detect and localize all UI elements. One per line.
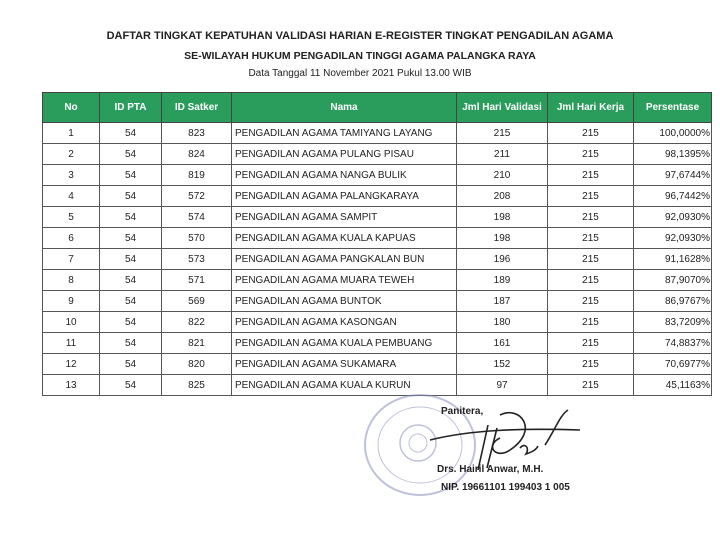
table-cell: 12: [43, 354, 100, 375]
column-header: Jml Hari Validasi: [457, 93, 548, 123]
table-cell: 54: [100, 144, 162, 165]
table-cell: 215: [548, 291, 634, 312]
table-cell: 4: [43, 186, 100, 207]
table-cell: 98,1395%: [634, 144, 712, 165]
table-cell: 574: [162, 207, 232, 228]
table-cell: 215: [548, 123, 634, 144]
table-cell: 11: [43, 333, 100, 354]
table-cell: 215: [548, 354, 634, 375]
table-cell: PENGADILAN AGAMA PANGKALAN BUN: [232, 249, 457, 270]
table-cell: 187: [457, 291, 548, 312]
table-cell: 215: [548, 249, 634, 270]
table-cell: 189: [457, 270, 548, 291]
column-header: Persentase: [634, 93, 712, 123]
table-cell: 571: [162, 270, 232, 291]
table-cell: 161: [457, 333, 548, 354]
table-cell: 215: [457, 123, 548, 144]
table-cell: 91,1628%: [634, 249, 712, 270]
table-cell: 86,9767%: [634, 291, 712, 312]
table-cell: 198: [457, 228, 548, 249]
table-cell: 45,1163%: [634, 375, 712, 396]
table-cell: 54: [100, 228, 162, 249]
table-cell: 97: [457, 375, 548, 396]
table-cell: 10: [43, 312, 100, 333]
table-cell: 96,7442%: [634, 186, 712, 207]
table-cell: 215: [548, 144, 634, 165]
table-cell: 824: [162, 144, 232, 165]
table-cell: 573: [162, 249, 232, 270]
table-cell: PENGADILAN AGAMA NANGA BULIK: [232, 165, 457, 186]
table-cell: 54: [100, 207, 162, 228]
table-cell: 211: [457, 144, 548, 165]
table-cell: PENGADILAN AGAMA BUNTOK: [232, 291, 457, 312]
table-cell: 54: [100, 249, 162, 270]
table-cell: 8: [43, 270, 100, 291]
table-cell: 196: [457, 249, 548, 270]
table-cell: 825: [162, 375, 232, 396]
table-cell: 215: [548, 375, 634, 396]
table-cell: 215: [548, 333, 634, 354]
table-cell: 13: [43, 375, 100, 396]
table-cell: 74,8837%: [634, 333, 712, 354]
column-header: Jml Hari Kerja: [548, 93, 634, 123]
table-cell: 7: [43, 249, 100, 270]
table-cell: 5: [43, 207, 100, 228]
signatory-name: Drs. Hairil Anwar, M.H.: [437, 464, 544, 475]
column-header: ID Satker: [162, 93, 232, 123]
table-cell: PENGADILAN AGAMA MUARA TEWEH: [232, 270, 457, 291]
table-cell: 180: [457, 312, 548, 333]
date-line: Data Tanggal 11 November 2021 Pukul 13.00 WIB: [248, 68, 472, 79]
signature-role: Panitera,: [441, 406, 484, 417]
table-cell: 54: [100, 165, 162, 186]
table-cell: 215: [548, 207, 634, 228]
table-cell: 569: [162, 291, 232, 312]
table-cell: 9: [43, 291, 100, 312]
table-cell: 54: [100, 354, 162, 375]
table-cell: 92,0930%: [634, 207, 712, 228]
table-cell: 208: [457, 186, 548, 207]
table-cell: PENGADILAN AGAMA KUALA KAPUAS: [232, 228, 457, 249]
table-cell: 819: [162, 165, 232, 186]
table-cell: 92,0930%: [634, 228, 712, 249]
table-cell: 54: [100, 123, 162, 144]
column-header: No: [43, 93, 100, 123]
table-cell: 215: [548, 228, 634, 249]
table-cell: 87,9070%: [634, 270, 712, 291]
table-cell: 572: [162, 186, 232, 207]
table-cell: 215: [548, 186, 634, 207]
table-cell: PENGADILAN AGAMA TAMIYANG LAYANG: [232, 123, 457, 144]
table-cell: 97,6744%: [634, 165, 712, 186]
document-subtitle: SE-WILAYAH HUKUM PENGADILAN TINGGI AGAMA PALANGKA RAYA: [184, 50, 536, 62]
table-cell: PENGADILAN AGAMA SUKAMARA: [232, 354, 457, 375]
table-cell: 70,6977%: [634, 354, 712, 375]
table-cell: 54: [100, 186, 162, 207]
table-cell: 821: [162, 333, 232, 354]
table-cell: 6: [43, 228, 100, 249]
column-header: Nama: [232, 93, 457, 123]
table-cell: 3: [43, 165, 100, 186]
table-cell: 1: [43, 123, 100, 144]
table-cell: 54: [100, 333, 162, 354]
document-title: DAFTAR TINGKAT KEPATUHAN VALIDASI HARIAN E-REGISTER TINGKAT PENGADILAN AGAMA: [106, 30, 614, 42]
table-cell: 198: [457, 207, 548, 228]
signatory-nip: NIP. 19661101 199403 1 005: [441, 482, 570, 493]
table-cell: 54: [100, 270, 162, 291]
table-cell: PENGADILAN AGAMA KUALA KURUN: [232, 375, 457, 396]
table-cell: 54: [100, 375, 162, 396]
table-cell: 83,7209%: [634, 312, 712, 333]
table-cell: 215: [548, 270, 634, 291]
table-cell: 2: [43, 144, 100, 165]
column-header: ID PTA: [100, 93, 162, 123]
table-cell: 210: [457, 165, 548, 186]
table-cell: 820: [162, 354, 232, 375]
table-cell: 54: [100, 312, 162, 333]
table-cell: 570: [162, 228, 232, 249]
table-cell: 100,0000%: [634, 123, 712, 144]
table-cell: 215: [548, 312, 634, 333]
handwritten-signature: [430, 410, 580, 470]
table-cell: 54: [100, 291, 162, 312]
table-cell: PENGADILAN AGAMA PALANGKARAYA: [232, 186, 457, 207]
table-cell: PENGADILAN AGAMA SAMPIT: [232, 207, 457, 228]
table-cell: 152: [457, 354, 548, 375]
table-cell: 822: [162, 312, 232, 333]
table-cell: 823: [162, 123, 232, 144]
table-cell: PENGADILAN AGAMA PULANG PISAU: [232, 144, 457, 165]
table-cell: 215: [548, 165, 634, 186]
table-cell: PENGADILAN AGAMA KUALA PEMBUANG: [232, 333, 457, 354]
table-cell: PENGADILAN AGAMA KASONGAN: [232, 312, 457, 333]
